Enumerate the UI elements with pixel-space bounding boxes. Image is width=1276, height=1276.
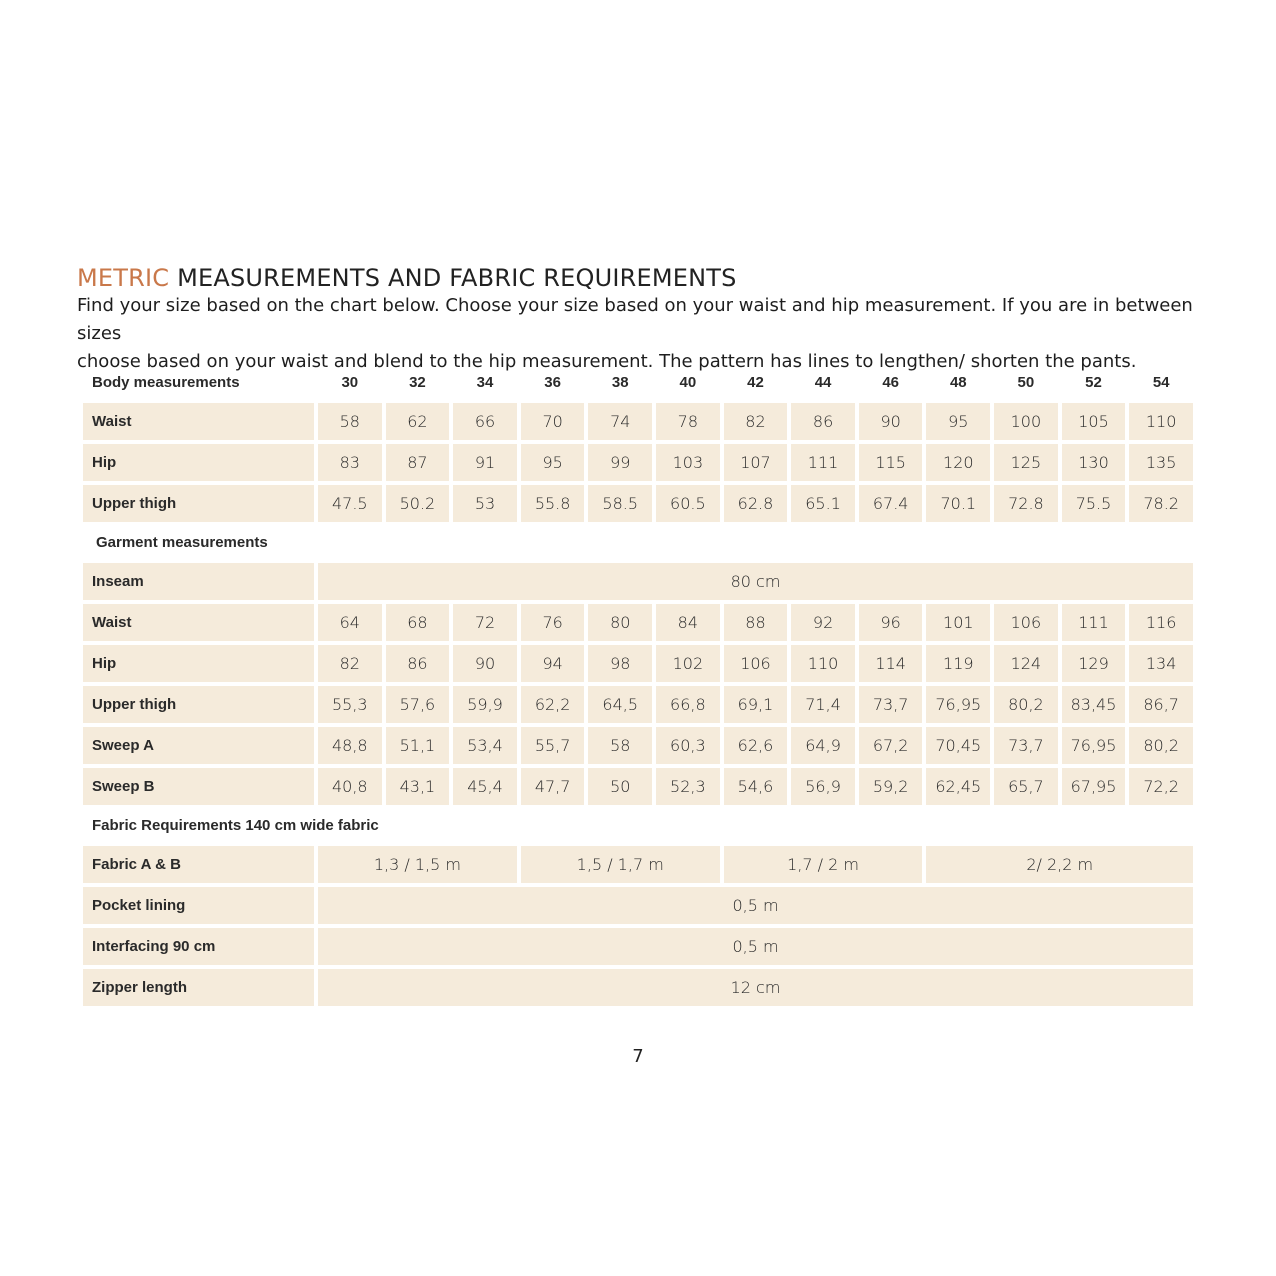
table-cell: 55,7 [521,727,585,764]
table-cell: 101 [926,604,990,641]
empty-cell [588,526,652,559]
table-cell: 55,3 [318,686,382,723]
fabric-ab-value: 1,7 / 2 m [724,846,923,883]
table-cell: 80 [588,604,652,641]
empty-cell [926,526,990,559]
fabric-ab-value: 1,3 / 1,5 m [318,846,517,883]
empty-cell [859,526,923,559]
row-label: Sweep A [83,727,314,764]
table-cell: 103 [656,444,720,481]
interfacing-value: 0,5 m [318,928,1193,965]
table-cell: 58 [588,727,652,764]
row-label: Zipper length [83,969,314,1006]
body-row [83,444,1193,481]
table-cell: 47,7 [521,768,585,805]
table-cell: 90 [453,645,517,682]
table-cell: 50.2 [386,485,450,522]
size-header: 34 [476,374,494,391]
table-cell: 76,95 [926,686,990,723]
table-cell: 75.5 [1062,485,1126,522]
zipper-value: 12 cm [318,969,1193,1006]
table-cell: 125 [994,444,1058,481]
table-cell: 47.5 [318,485,382,522]
table-cell: 43,1 [386,768,450,805]
table-cell: 62 [386,403,450,440]
size-header: 36 [544,374,561,391]
table-cell: 70,45 [926,727,990,764]
table-cell: 86 [791,403,855,440]
row-label: Fabric A & B [83,846,314,883]
table-cell: 76 [521,604,585,641]
body-measurements-header-row [83,366,1193,399]
table-cell: 84 [656,604,720,641]
table-cell: 73,7 [994,727,1058,764]
garment-measurements-label: Garment measurements [96,534,268,551]
table-cell: 91 [453,444,517,481]
table-cell: 129 [1062,645,1126,682]
table-cell: 59,2 [859,768,923,805]
table-cell: 55.8 [521,485,585,522]
table-cell: 106 [724,645,788,682]
fabric-ab-row [83,846,1193,883]
table-cell: 45,4 [453,768,517,805]
empty-cell [521,526,585,559]
garment-row [83,768,1193,805]
size-chart-table [79,362,1197,1010]
table-cell: 67,2 [859,727,923,764]
empty-cell [724,526,788,559]
empty-cell [1062,809,1126,842]
table-cell: 72,2 [1129,768,1193,805]
table-cell: 82 [724,403,788,440]
garment-row [83,686,1193,723]
fabric-requirements-label: Fabric Requirements 140 cm wide fabric [92,817,379,834]
empty-cell [453,526,517,559]
empty-cell [859,809,923,842]
pocket-lining-value: 0,5 m [318,887,1193,924]
table-cell: 111 [791,444,855,481]
row-label: Hip [83,645,314,682]
empty-cell [588,809,652,842]
row-label: Hip [83,444,314,481]
table-cell: 135 [1129,444,1193,481]
table-cell: 64 [318,604,382,641]
row-label: Interfacing 90 cm [83,928,314,965]
table-cell: 102 [656,645,720,682]
empty-cell [656,526,720,559]
table-cell: 66 [453,403,517,440]
table-cell: 62.8 [724,485,788,522]
table-cell: 99 [588,444,652,481]
row-label: Upper thigh [83,485,314,522]
table-cell: 120 [926,444,990,481]
table-cell: 65.1 [791,485,855,522]
table-cell: 72.8 [994,485,1058,522]
empty-cell [1062,526,1126,559]
empty-cell [656,809,720,842]
empty-cell [1129,526,1193,559]
table-cell: 52,3 [656,768,720,805]
table-cell: 71,4 [791,686,855,723]
table-cell: 83 [318,444,382,481]
table-cell: 59,9 [453,686,517,723]
empty-cell [791,526,855,559]
empty-cell [1129,809,1193,842]
table-cell: 119 [926,645,990,682]
body-row [83,485,1193,522]
garment-measurements-header-row [83,526,1193,559]
table-cell: 58.5 [588,485,652,522]
table-cell: 76,95 [1062,727,1126,764]
fabric-requirements-header-row [83,809,1193,842]
table-cell: 64,9 [791,727,855,764]
table-cell: 86 [386,645,450,682]
intro-line-2: choose based on your waist and blend to the hip measurement. The pattern has lines to lengthen/ shorten the pants. [77,351,1137,372]
table-cell: 62,45 [926,768,990,805]
table-cell: 124 [994,645,1058,682]
table-cell: 62,6 [724,727,788,764]
row-label: Waist [83,403,314,440]
interfacing-row [83,928,1193,965]
garment-row [83,645,1193,682]
page-number: 7 [632,1046,644,1067]
size-header: 44 [814,374,832,391]
table-cell: 62,2 [521,686,585,723]
table-cell: 58 [318,403,382,440]
table-cell: 94 [521,645,585,682]
page-title [77,264,737,292]
row-label: Waist [83,604,314,641]
table-cell: 60.5 [656,485,720,522]
table-cell: 70.1 [926,485,990,522]
table-cell: 60,3 [656,727,720,764]
table-cell: 67.4 [859,485,923,522]
table-cell: 74 [588,403,652,440]
row-label: Pocket lining [83,887,314,924]
size-header: 46 [882,374,900,391]
row-label: Inseam [83,563,314,600]
table-cell: 66,8 [656,686,720,723]
empty-cell [724,809,788,842]
fabric-ab-value: 1,5 / 1,7 m [521,846,720,883]
table-cell: 88 [724,604,788,641]
table-cell: 72 [453,604,517,641]
table-cell: 105 [1062,403,1126,440]
empty-cell [926,809,990,842]
table-cell: 130 [1062,444,1126,481]
table-cell: 40,8 [318,768,382,805]
garment-row [83,604,1193,641]
table-cell: 92 [791,604,855,641]
table-cell: 115 [859,444,923,481]
table-cell: 67,95 [1062,768,1126,805]
table-cell: 86,7 [1129,686,1193,723]
table-cell: 100 [994,403,1058,440]
table-cell: 87 [386,444,450,481]
table-cell: 96 [859,604,923,641]
table-cell: 64,5 [588,686,652,723]
table-cell: 51,1 [386,727,450,764]
table-cell: 65,7 [994,768,1058,805]
table-cell: 98 [588,645,652,682]
table-cell: 111 [1062,604,1126,641]
size-header: 48 [949,374,967,391]
size-header: 38 [611,374,629,391]
intro-line-1: Find your size based on the chart below. Choose your size based on your waist and hip measurement. If you are in between sizes [77,295,1193,344]
table-cell: 78 [656,403,720,440]
title-rest: MEASUREMENTS AND FABRIC REQUIREMENTS [169,264,737,292]
empty-cell [994,809,1058,842]
table-cell: 78.2 [1129,485,1193,522]
table-cell: 110 [1129,403,1193,440]
inseam-value: 80 cm [318,563,1193,600]
table-cell: 70 [521,403,585,440]
table-cell: 53 [453,485,517,522]
size-header: 32 [409,374,426,391]
row-label: Sweep B [83,768,314,805]
empty-cell [994,526,1058,559]
size-header: 50 [1017,374,1035,391]
table-cell: 48,8 [318,727,382,764]
empty-cell [521,809,585,842]
size-header: 30 [341,374,359,391]
table-cell: 53,4 [453,727,517,764]
table-cell: 95 [926,403,990,440]
pocket-lining-row [83,887,1193,924]
table-cell: 114 [859,645,923,682]
inseam-row [83,563,1193,600]
size-header: 40 [679,374,697,391]
table-cell: 90 [859,403,923,440]
table-cell: 80,2 [994,686,1058,723]
row-label: Upper thigh [83,686,314,723]
table-cell: 50 [588,768,652,805]
size-header: 54 [1152,374,1170,391]
title-accent: METRIC [77,264,170,292]
table-cell: 134 [1129,645,1193,682]
size-header: 52 [1085,374,1102,391]
table-cell: 110 [791,645,855,682]
body-row [83,403,1193,440]
table-cell: 106 [994,604,1058,641]
body-measurements-label: Body measurements [92,374,240,391]
fabric-ab-value: 2/ 2,2 m [926,846,1193,883]
table-cell: 82 [318,645,382,682]
table-cell: 68 [386,604,450,641]
garment-row [83,727,1193,764]
table-cell: 69,1 [724,686,788,723]
empty-cell [791,809,855,842]
table-cell: 57,6 [386,686,450,723]
table-cell: 80,2 [1129,727,1193,764]
table-cell: 54,6 [724,768,788,805]
table-cell: 56,9 [791,768,855,805]
size-header: 42 [747,374,764,391]
table-cell: 73,7 [859,686,923,723]
table-cell: 116 [1129,604,1193,641]
table-cell: 107 [724,444,788,481]
table-cell: 95 [521,444,585,481]
table-cell: 83,45 [1062,686,1126,723]
zipper-length-row [83,969,1193,1006]
